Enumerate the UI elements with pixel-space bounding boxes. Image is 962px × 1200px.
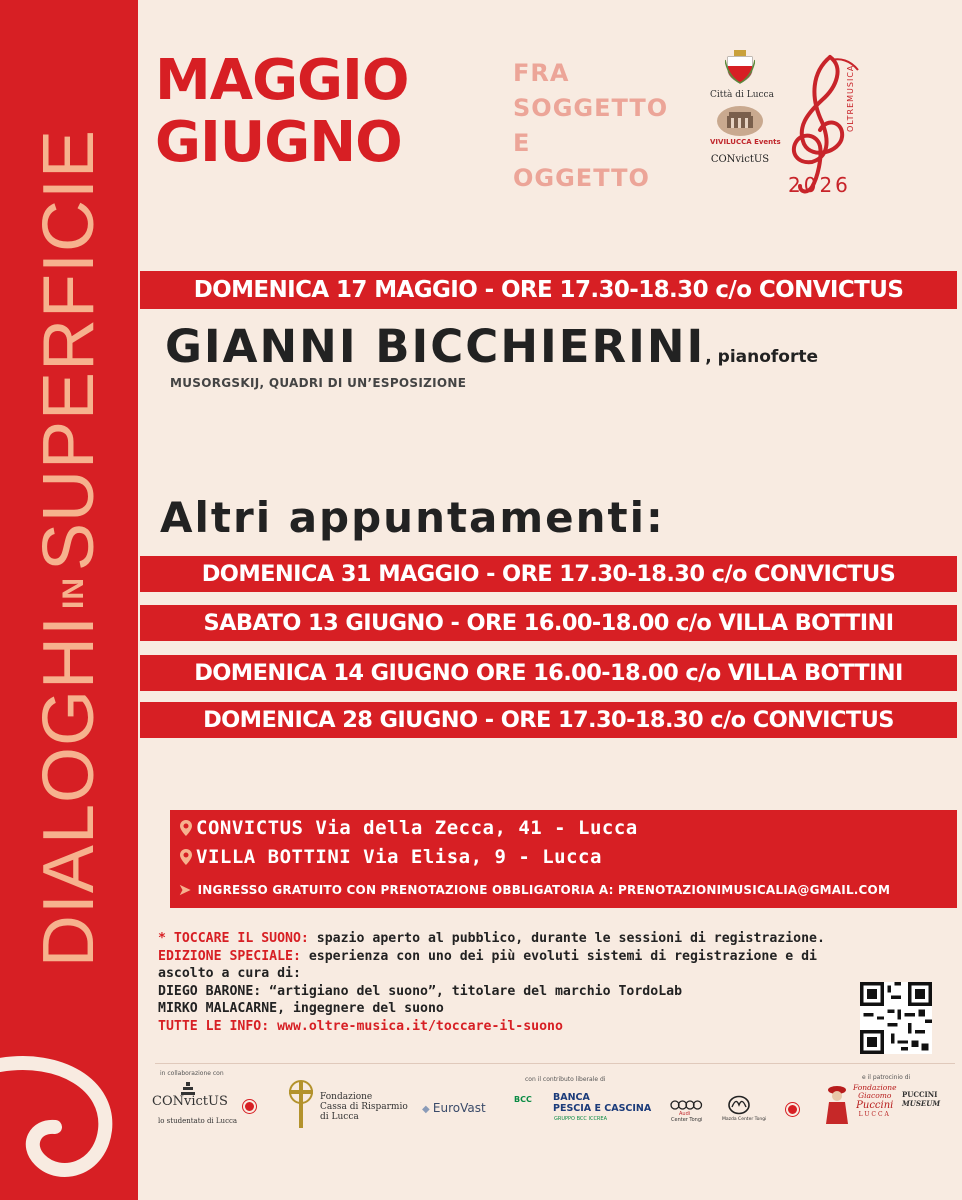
divider: [155, 1063, 955, 1064]
mazda-label: Mazda Center Tongi: [722, 1117, 767, 1122]
museum-line: MUSEUM: [902, 1099, 941, 1108]
fondazione-cross-icon: [286, 1078, 316, 1130]
sidebar-title: [29, 128, 109, 968]
altri-appuntamenti-title: Altri appuntamenti:: [160, 493, 665, 542]
sidebar: [0, 0, 138, 1200]
performer-name: GIANNI BICCHIERINI: [165, 320, 706, 373]
sidebar-title-in: IN: [56, 577, 90, 609]
contributo-caption: con il contributo liberale di: [525, 1076, 606, 1083]
tagline-line: E: [513, 129, 531, 157]
convictus-label-top: CONvictUS: [710, 154, 770, 165]
museum-line: PUCCINI: [902, 1090, 938, 1099]
performer-instrument: , pianoforte: [705, 347, 819, 367]
tagline: [513, 56, 668, 196]
curl-ornament-icon: [0, 1045, 130, 1200]
bcc-group: GRUPPO BCC ICCREA: [554, 1116, 607, 1122]
city-crest-icon: [725, 50, 755, 84]
citta-di-lucca-label: Città di Lucca: [710, 90, 774, 100]
fondazione-line: di Lucca: [320, 1112, 359, 1122]
venue-villa-bottini: [180, 846, 602, 868]
audi-rings-icon: [670, 1100, 704, 1110]
info-line: ascolto a cura di:: [158, 966, 301, 982]
toccare-text: spazio aperto al pubblico, durante le sessioni di registrazione.: [308, 931, 825, 946]
info-line-mirko: MIRKO MALACARNE, ingegnere del suono: [158, 1001, 444, 1017]
info-link[interactable]: TUTTE LE INFO: www.oltre-musica.it/toccare-il-suono: [158, 1018, 563, 1034]
puccini-figure-icon: [822, 1084, 852, 1124]
separator-dot-icon: [243, 1100, 256, 1113]
sidebar-title-dialoghi: DIALOGHI: [29, 615, 109, 968]
venue-convictus: [180, 817, 638, 839]
booking-info: [178, 880, 890, 899]
months-title: [155, 50, 408, 174]
program-title: MUSORGSKIJ, QUADRI DI UN’ESPOSIZIONE: [170, 376, 467, 390]
info-block: [158, 930, 948, 1036]
location-pin-icon: [180, 820, 192, 836]
tagline-line: SOGGETTO: [513, 94, 669, 122]
convictus-logo-text: CONvictUS: [152, 1094, 228, 1109]
vivilucca-logo-icon: [717, 106, 763, 136]
performer: [165, 320, 818, 373]
bcc-line: BANCA: [553, 1092, 590, 1103]
arrow-right-icon: ➤: [178, 880, 192, 899]
edizione-label: EDIZIONE SPECIALE:: [158, 948, 301, 964]
eurovast-logo: [422, 1101, 486, 1115]
tagline-line: OGGETTO: [513, 164, 650, 192]
info-line: [158, 930, 948, 948]
venue-villa-bottini-text: VILLA BOTTINI Via Elisa, 9 - Lucca: [196, 846, 602, 868]
bcc-text: [553, 1092, 651, 1114]
vivilucca-label: VIVILUCCA Events: [710, 138, 781, 146]
toccare-label: * TOCCARE IL SUONO:: [158, 931, 309, 946]
puccini-museum-text: [902, 1090, 940, 1108]
puccini-line: Fondazione: [853, 1083, 897, 1092]
bcc-short: BCC: [514, 1095, 532, 1104]
convictus-sub: lo studentato di Lucca: [158, 1117, 238, 1125]
eurovast-text: EuroVast: [432, 1101, 486, 1115]
featured-event-banner: DOMENICA 17 MAGGIO - ORE 17.30-18.30 c/o CONVICTUS: [140, 271, 957, 309]
event-banner: DOMENICA 14 GIUGNO ORE 16.00-18.00 c/o VILLA BOTTINI: [140, 655, 957, 691]
venue-convictus-text: CONVICTUS Via della Zecca, 41 - Lucca: [196, 817, 638, 839]
fondazione-line: Fondazione: [320, 1092, 373, 1102]
fondazione-line: Cassa di Risparmio: [320, 1102, 408, 1112]
mazda-logo-icon: [728, 1095, 750, 1115]
qr-code-icon[interactable]: [860, 982, 932, 1054]
month-giugno: GIUGNO: [155, 110, 402, 175]
edizione-text: esperienza con uno dei più evoluti sistemi di registrazione e di: [300, 948, 817, 964]
location-pin-icon: [180, 849, 192, 865]
booking-info-text: INGRESSO GRATUITO CON PRENOTAZIONE OBBLIGATORIA A: PRENOTAZIONIMUSICALIA@GMAIL.COM: [197, 883, 891, 897]
fondazione-text: [320, 1092, 408, 1122]
separator-dot-icon: [786, 1103, 799, 1116]
tagline-line: FRA: [513, 59, 570, 87]
venues-box: [170, 810, 957, 908]
sidebar-title-superficie: SUPERFICIE: [29, 128, 109, 571]
event-banner: DOMENICA 28 GIUGNO - ORE 17.30-18.30 c/o CONVICTUS: [140, 702, 957, 738]
info-line: [158, 948, 948, 966]
audi-label: Audi: [679, 1111, 691, 1117]
bcc-line: PESCIA E CASCINA: [553, 1103, 652, 1114]
patrocinio-caption: e il patrocinio di: [862, 1074, 911, 1081]
sponsors-row: [140, 1070, 962, 1190]
puccini-foundation-text: [853, 1084, 897, 1119]
year-label: 2026: [788, 173, 851, 197]
event-banner: SABATO 13 GIUGNO - ORE 16.00-18.00 c/o VILLA BOTTINI: [140, 605, 957, 641]
puccini-line: Giacomo: [858, 1091, 892, 1100]
audi-sub: Center Tongi: [671, 1117, 703, 1123]
puccini-line: Puccini: [856, 1100, 894, 1111]
info-line-diego: DIEGO BARONE: “artigiano del suono”, titolare del marchio TordoLab: [158, 983, 683, 999]
collab-caption: in collaborazione con: [160, 1070, 224, 1077]
puccini-line: LUCCA: [858, 1111, 891, 1118]
month-maggio: MAGGIO: [155, 48, 409, 113]
partner-logos-top: [710, 50, 781, 195]
oltremusica-label: OLTREMUSICA: [846, 64, 855, 132]
eurovast-icon: ◆: [422, 1104, 433, 1115]
event-banner: DOMENICA 31 MAGGIO - ORE 17.30-18.30 c/o CONVICTUS: [140, 556, 957, 592]
